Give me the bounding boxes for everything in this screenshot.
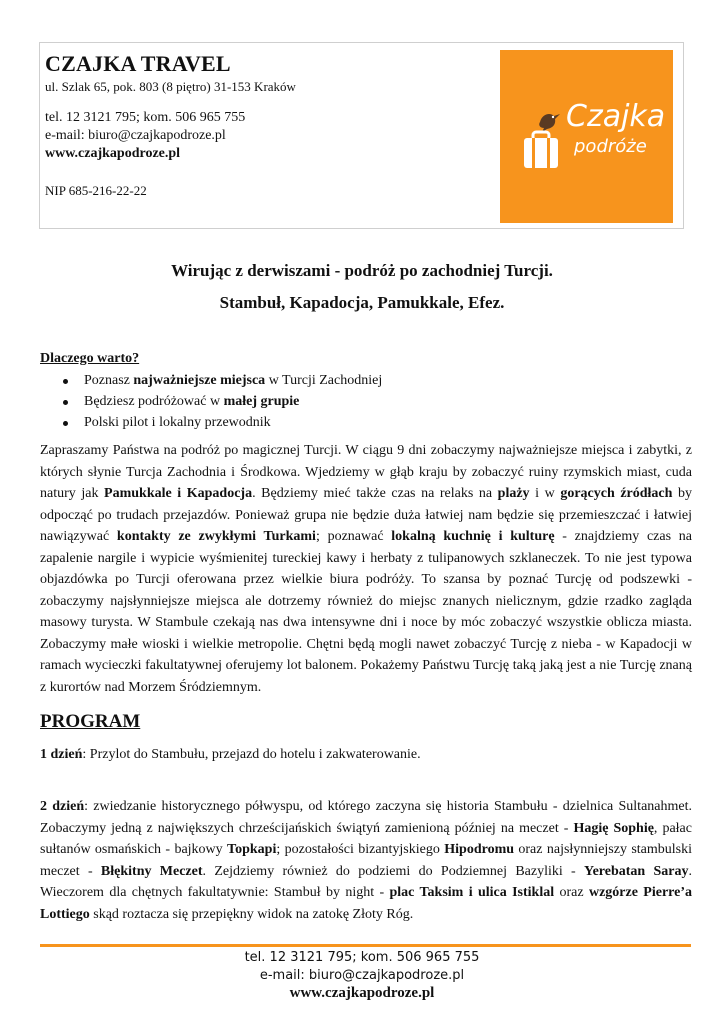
list-item: Poznasz najważniejsze miejsca w Turcji Zachodniej	[63, 371, 382, 392]
why-heading: Dlaczego warto?	[40, 351, 140, 366]
header-box	[39, 42, 684, 229]
footer-website-link[interactable]: www.czajkapodroze.pl	[289, 985, 435, 1001]
day-2-paragraph: 2 dzień: zwiedzanie historycznego półwyspu, od którego zaczyna się historia Stambułu - dzielnica Sultanahmet. Zobaczymy jedną z największych chrześcijańskich świątyń zamienioną później na meczet - Hagię Sophię, pałac sułtanów osmańskich - bajkowy Topkapi; pozostałości bizantyjskiego Hipodromu oraz najsłynniejszy stambulski meczet - Błękitny Meczet. Zejdziemy również do podziemi do Podziemnej Bazyliki - Yerebatan Saray. Wieczorem dla chętnych fakultatywnie: Stambuł by night - plac Taksim i ulica Istiklal oraz wzgórze Pierre’a Lottiego skąd roztacza się przepiękny widok na zatokę Złoty Róg.	[40, 799, 693, 922]
company-website-link[interactable]: www.czajkapodroze.pl	[45, 146, 181, 161]
company-logo	[500, 50, 673, 223]
logo-text-czajka: Czajka	[566, 99, 666, 134]
why-list	[63, 371, 382, 434]
footer-divider	[40, 944, 691, 947]
company-nip: NIP 685-216-22-22	[45, 183, 147, 198]
list-item: Polski pilot i lokalny przewodnik	[63, 413, 382, 434]
page-title: Wirując z derwiszami - podróż po zachodniej Turcji.	[171, 261, 553, 280]
page-subtitle: Stambuł, Kapadocja, Pamukkale, Efez.	[219, 293, 505, 312]
footer-email[interactable]: e-mail: biuro@czajkapodroze.pl	[259, 968, 465, 983]
company-address: ul. Szlak 65, pok. 803 (8 piętro) 31-153 Kraków	[45, 79, 296, 94]
program-heading: PROGRAM	[40, 711, 141, 732]
company-email[interactable]: e-mail: biuro@czajkapodroze.pl	[45, 128, 226, 143]
footer-phone: tel. 12 3121 795; kom. 506 965 755	[244, 950, 480, 965]
logo-text-podroze: podróże	[574, 136, 647, 157]
intro-paragraph: Zapraszamy Państwa na podróż po magicznej Turcji. W ciągu 9 dni zobaczymy najważniejsze miejsca i zabytki, z których słynie Turcja Zachodnia i Środkowa. Wjedziemy w głąb kraju by zobaczyć ruiny rzymskich miast, cuda natury jak Pamukkale i Kapadocja. Będziemy mieć także czas na relaks na plaży i w gorących źródłach by odpocząć po trudach przejazdów. Ponieważ grupa nie będzie duża łatwiej nam będzie się przemieszczać i łatwiej nawiązywać kontakty ze zwykłymi Turkami; poznawać lokalną kuchnię i kulturę - znajdziemy czas na zapalenie nargile i wypicie wyśmienitej tureckiej kawy i herbaty z tulipanowych szklaneczek. To nie jest typowa objazdówka po Turcji oferowana przez wielkie biura podróży. To szansa by poznać Turcję od podszewki - zobaczymy najsłynniejsze miejsca ale dotrzemy również do miejsc znanych nielicznym, gdzie rzadko zagląda masowy turysta. W Stambule czekają nas dwa intensywne dni i noce by móc zobaczyć wszystkie oblicza miasta. Zobaczymy małe wioski i wielkie metropolie. Chętni będą mogli nawet zobaczyć Turcję z nieba - w Kapadocji w ramach wycieczki fakultatywnej oferujemy lot balonem. Pokażemy Państwu Turcję taką jaką jest a nie Turcję znaną z kurortów nad Morzem Śródziemnym.	[40, 443, 693, 695]
list-item: Będziesz podróżować w małej grupie	[63, 392, 382, 413]
company-phone: tel. 12 3121 795; kom. 506 965 755	[45, 110, 246, 125]
company-name: CZAJKA TRAVEL	[45, 51, 231, 76]
day-1-paragraph: 1 dzień: Przylot do Stambułu, przejazd do hotelu i zakwaterowanie.	[40, 747, 421, 762]
suitcase-bird-icon	[520, 102, 570, 172]
